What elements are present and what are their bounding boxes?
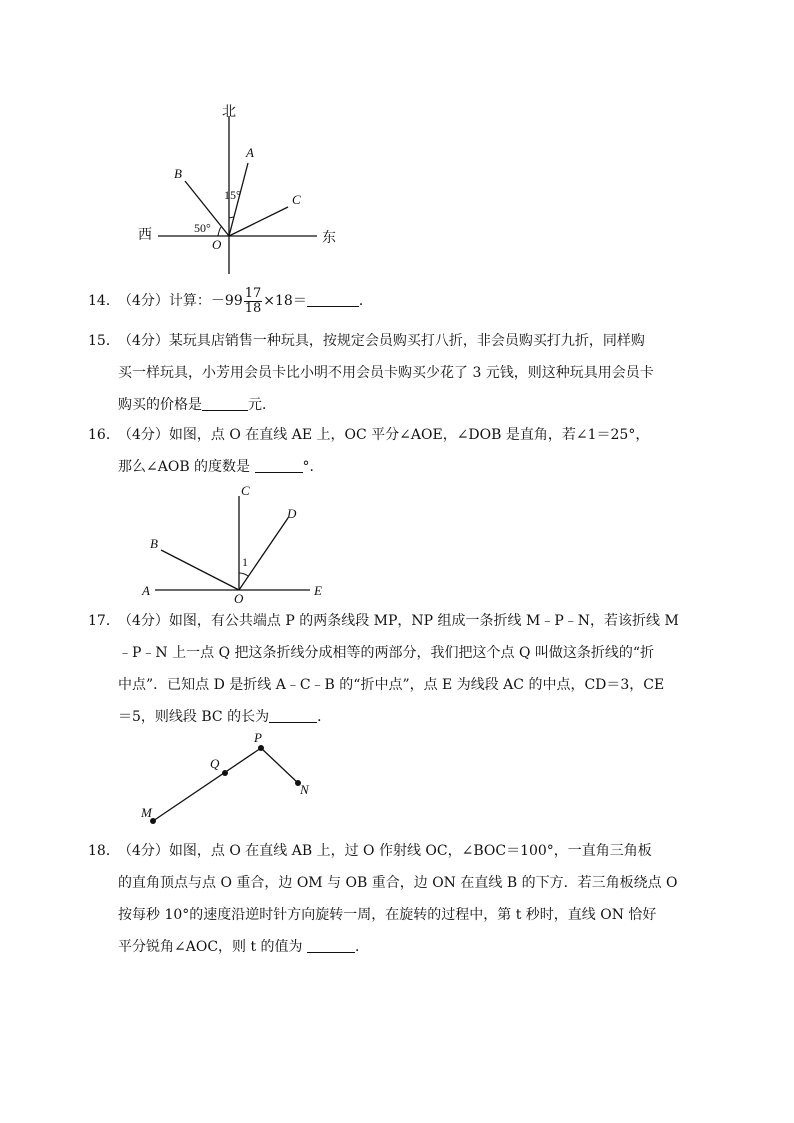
- q16-number: 16．: [88, 427, 120, 443]
- segment-PN: [261, 748, 298, 783]
- q15-line2: 买一样玩具，小芳用会员卡比小明不用会员卡购买少花了 3 元钱，则这种玩具用会员卡: [118, 365, 654, 381]
- q14-score: （4分）: [118, 293, 169, 309]
- q14-answer-blank[interactable]: [307, 292, 359, 307]
- segment-MP: [153, 748, 261, 821]
- ray-OC: [229, 207, 288, 236]
- label-B: B: [174, 166, 182, 181]
- q15-line3a: 购买的价格是: [118, 397, 202, 413]
- label-A: A: [142, 583, 150, 598]
- q18-line2: 的直角顶点与点 O 重合，边 OM 与 OB 重合，边 ON 在直线 B 的下方．若三角板绕点 O: [118, 875, 678, 891]
- q14-end: ．: [358, 293, 373, 309]
- question-15: [88, 325, 684, 421]
- q14-number: 14．: [88, 293, 120, 309]
- q14-frac-den: 18: [244, 300, 262, 316]
- point-P: [258, 745, 264, 751]
- q18-answer-blank[interactable]: [307, 938, 355, 953]
- label-west: 西: [138, 228, 152, 243]
- q16-answer-blank[interactable]: [255, 458, 303, 473]
- label-P: P: [254, 730, 262, 745]
- q18-line4a: 平分锐角∠AOC，则 t 的值为: [118, 939, 308, 955]
- q15-answer-blank[interactable]: [202, 396, 248, 411]
- label-1: 1: [242, 555, 248, 569]
- q15-number: 15．: [88, 333, 120, 349]
- ray-OD: [239, 518, 288, 590]
- question-14: [88, 285, 684, 316]
- arc-1: [239, 573, 248, 576]
- q18-line4: [118, 931, 684, 963]
- question-16: [88, 419, 684, 483]
- q14-prefix: 计算：－99: [168, 293, 243, 309]
- q15-line3b: 元．: [248, 397, 276, 413]
- label-O: O: [234, 591, 244, 606]
- label-A: A: [246, 145, 254, 160]
- point-Q: [222, 770, 228, 776]
- q17-line4a: ＝5，则线段 BC 的长为: [118, 709, 270, 725]
- label-angle-15: 15°: [224, 188, 241, 202]
- question-18: [88, 835, 684, 963]
- q18-number: 18．: [88, 843, 120, 859]
- label-N: N: [300, 782, 309, 797]
- q17-line4b: ．: [317, 709, 332, 725]
- q16-line2b: °．: [302, 459, 324, 475]
- label-Q: Q: [210, 756, 220, 771]
- label-C: C: [241, 483, 250, 498]
- q15-line1: （4分）某玩具店销售一种玩具，按规定会员购买打八折，非会员购买打九折，同样购: [118, 333, 645, 349]
- label-east: 东: [322, 231, 336, 246]
- q16-line1: （4分）如图，点 O 在直线 AE 上，OC 平分∠AOE，∠DOB 是直角，若∠1＝25°，: [118, 427, 650, 443]
- ray-OB: [161, 550, 239, 590]
- angle-figure: [130, 478, 350, 608]
- label-C: C: [292, 192, 301, 207]
- label-E: E: [314, 583, 322, 598]
- q18-line1: （4分）如图，点 O 在直线 AB 上，过 O 作射线 OC，∠BOC＝100°，一直角三角板: [118, 843, 652, 859]
- q18-line4b: ．: [355, 939, 370, 955]
- q18-line3: 按每秒 10°的速度沿逆时针方向旋转一周，在旋转的过程中，第 t 秒时，直线 ON 恰好: [118, 907, 657, 923]
- q15-line3: [118, 389, 684, 421]
- q17-number: 17．: [88, 613, 120, 629]
- q17-line3: 中点”．已知点 D 是折线 A﹣C﹣B 的“折中点”，点 E 为线段 AC 的中点，CD＝3，CE: [118, 677, 665, 693]
- q14-frac-num: 17: [244, 285, 262, 301]
- question-17: [88, 605, 684, 733]
- arc-50: [218, 227, 221, 236]
- q17-line1: （4分）如图，有公共端点 P 的两条线段 MP，NP 组成一条折线 M﹣P﹣N，若该折线 M: [118, 613, 679, 629]
- q14-fraction: [244, 287, 263, 316]
- q14-suffix: ×18＝: [263, 293, 307, 309]
- label-B: B: [150, 536, 158, 551]
- q17-answer-blank[interactable]: [269, 708, 317, 723]
- polyline-figure: [130, 728, 350, 838]
- label-D: D: [287, 506, 297, 521]
- q16-line2a: 那么∠AOB 的度数是: [118, 459, 255, 475]
- label-O: O: [212, 237, 222, 252]
- label-M: M: [141, 805, 152, 820]
- compass-figure: [130, 100, 350, 280]
- label-north: 北: [222, 105, 236, 120]
- q17-line2: ﹣P﹣N 上一点 Q 把这条折线分成相等的两部分，我们把这个点 Q 叫做这条折线的“折: [118, 645, 655, 661]
- label-angle-50: 50°: [194, 221, 211, 235]
